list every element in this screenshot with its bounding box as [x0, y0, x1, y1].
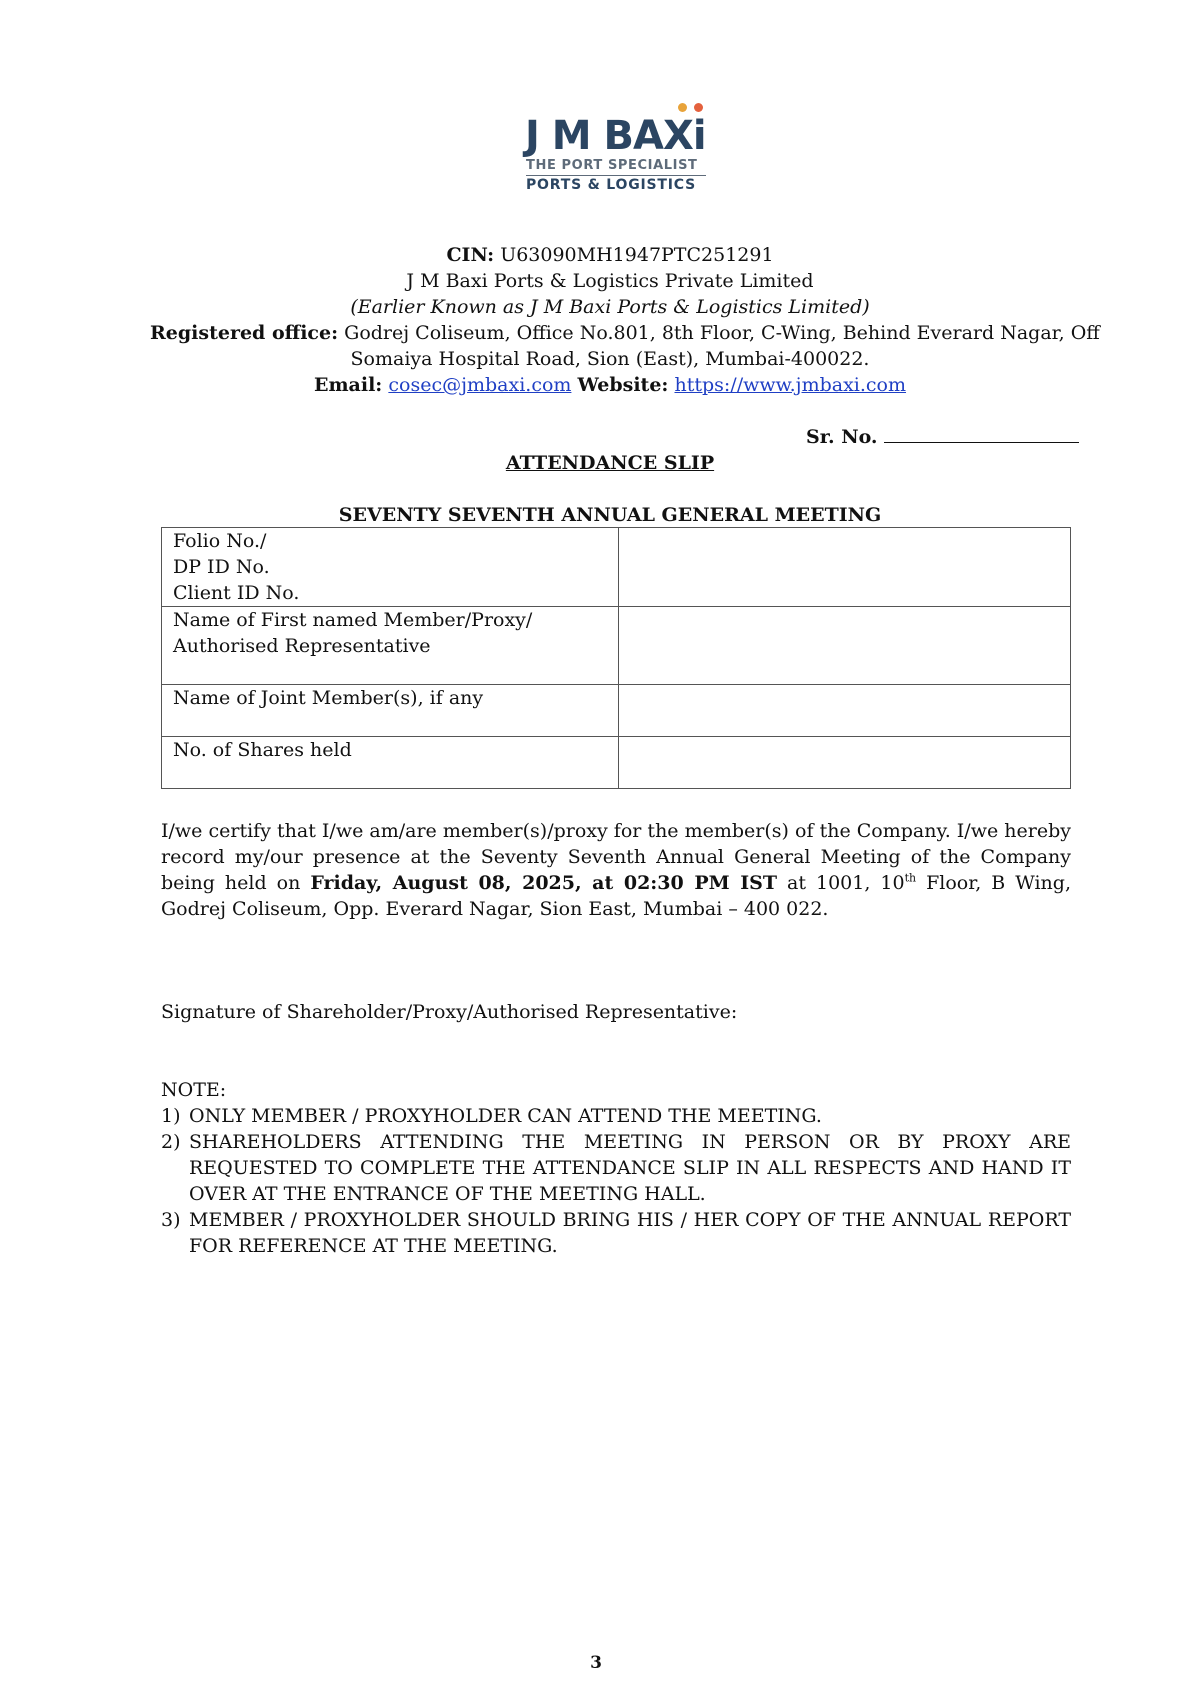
logo-tagline: THE PORT SPECIALIST	[526, 158, 706, 176]
folio-entry-field[interactable]	[619, 528, 1071, 607]
company-header	[150, 242, 1100, 398]
list-item: 2) SHAREHOLDERS ATTENDING THE MEETING IN PERSON OR BY PROXY ARE REQUESTED TO COMPLETE THE ATTENDANCE SLIP IN ALL RESPECTS AND HAND IT OVER AT THE ENTRANCE OF THE MEETING HALL.	[161, 1131, 1071, 1205]
serial-number-label: Sr. No.	[806, 426, 878, 448]
shares-held-entry-field[interactable]	[619, 737, 1071, 789]
table-row	[162, 528, 1071, 607]
email-link[interactable]: cosec@jmbaxi.com	[388, 374, 572, 396]
website-label: Website:	[577, 374, 669, 396]
office-label: Registered office:	[150, 322, 339, 344]
logo-subtitle: PORTS & LOGISTICS	[526, 177, 696, 193]
company-logo	[515, 98, 715, 198]
office-address-1: Godrej Coliseum, Office No.801, 8th Floor, C-Wing, Behind Everard Nagar, Off	[338, 322, 1100, 344]
member-name-entry-field[interactable]	[619, 607, 1071, 685]
attendance-slip-title: ATTENDANCE SLIP	[505, 452, 715, 474]
page-number: 3	[590, 1653, 602, 1673]
serial-number	[806, 424, 1079, 450]
contact-line	[150, 372, 1070, 398]
table-row-label: Folio No./ DP ID No. Client ID No.	[162, 528, 619, 607]
notes-list	[161, 1103, 1071, 1259]
serial-number-blank	[884, 424, 1079, 443]
logo-dot-orange	[694, 103, 703, 112]
cin-value: U63090MH1947PTC251291	[494, 244, 774, 266]
certification-paragraph: I/we certify that I/we am/are member(s)/proxy for the member(s) of the Company. I/we hereby record my/our presence at the Seventy Seventh Annual General Meeting of the Company being held on Friday, August 08, 2025, at 02:30 PM IST at 1001, 10th Floor, B Wing, Godrej Coliseum, Opp. Everard Nagar, Sion East, Mumbai – 400 022.	[161, 820, 1071, 920]
meeting-datetime: Friday, August 08, 2025, at 02:30 PM IST	[310, 872, 777, 894]
email-label: Email:	[313, 374, 383, 396]
list-item: 1) ONLY MEMBER / PROXYHOLDER CAN ATTEND THE MEETING.	[161, 1105, 822, 1127]
table-row	[162, 737, 1071, 789]
signature-label: Signature of Shareholder/Proxy/Authorised Representative:	[161, 1001, 738, 1023]
website-link[interactable]: https://www.jmbaxi.com	[674, 374, 907, 396]
company-name: J M Baxi Ports & Logistics Private Limited	[406, 270, 814, 292]
attendance-table	[161, 527, 1071, 789]
table-row	[162, 685, 1071, 737]
logo-brand: J M BAXi	[525, 113, 706, 159]
cin-line	[150, 242, 1070, 268]
note-heading: NOTE:	[161, 1079, 227, 1101]
table-row-label: Name of First named Member/Proxy/ Authorised Representative	[162, 607, 619, 685]
office-line-1	[150, 320, 1100, 346]
table-row	[162, 607, 1071, 685]
earlier-name: (Earlier Known as J M Baxi Ports & Logistics Limited)	[350, 296, 870, 318]
office-address-2: Somaiya Hospital Road, Sion (East), Mumbai-400022.	[350, 348, 870, 370]
meeting-title: SEVENTY SEVENTH ANNUAL GENERAL MEETING	[338, 504, 882, 526]
cin-label: CIN:	[446, 244, 495, 266]
joint-member-entry-field[interactable]	[619, 685, 1071, 737]
logo-dot-yellow	[678, 103, 687, 112]
table-row-label: No. of Shares held	[162, 737, 619, 789]
table-row-label: Name of Joint Member(s), if any	[162, 685, 619, 737]
list-item: 3) MEMBER / PROXYHOLDER SHOULD BRING HIS / HER COPY OF THE ANNUAL REPORT FOR REFERENCE AT THE MEETING.	[161, 1209, 1071, 1257]
